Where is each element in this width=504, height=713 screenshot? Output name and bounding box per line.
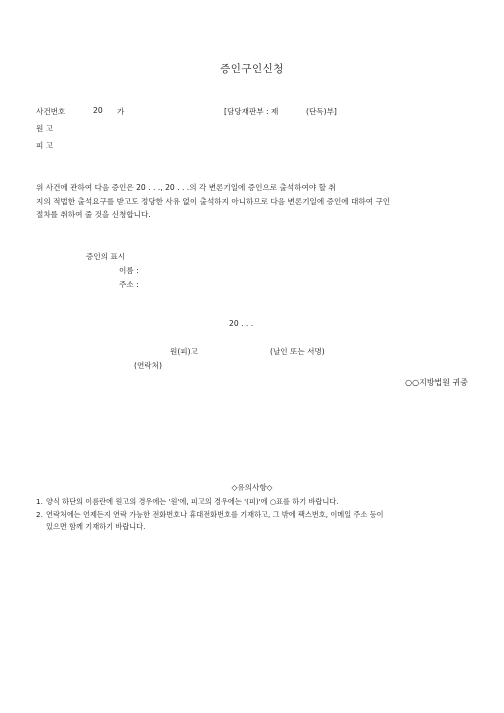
contact-label: (연락처)	[134, 361, 162, 370]
note-item	[36, 509, 476, 522]
document-title: 증인구인신청	[220, 63, 284, 75]
note-text: 연락처에는 언제든지 연락 가능한 전화번호나 휴대전화번호를 기재하고, 그 밖에 팩스번호, 이메일 주소 등이	[46, 509, 384, 519]
party-label: 원(피)고	[170, 347, 198, 356]
notes-list	[36, 496, 476, 534]
notes-heading: ◇유의사항◇	[231, 483, 273, 492]
division-label: [담당재판부 : 제	[224, 107, 279, 116]
witness-name-label: 이름 :	[119, 266, 139, 275]
seal-or-signature: (날인 또는 서명)	[270, 347, 325, 356]
note-text: 양식 하단의 이름란에 원고의 경우에는 '원'에, 피고의 경우에는 '(피)'에 ○표를 하기 바랍니다.	[46, 497, 339, 506]
case-year: 20	[93, 106, 103, 115]
body-line-3: 절차를 취하여 줄 것을 신청합니다.	[36, 210, 151, 219]
note-item	[36, 496, 476, 509]
body-line-2: 지의 적법한 출석요구를 받고도 정당한 사유 없이 출석하지 아니하므로 다음 변론기일에 증인에 대하여 구인	[36, 196, 391, 206]
court-name: ○○지방법원 귀중	[405, 378, 468, 387]
division-unit: (단독)부]	[306, 107, 337, 116]
note-number: 2.	[36, 509, 43, 519]
application-date: 20 . . .	[229, 319, 254, 328]
note-number: 1.	[36, 497, 43, 506]
plaintiff-label: 원 고	[36, 124, 54, 133]
case-suffix: 가	[117, 107, 125, 116]
note-text-continued: 있으면 함께 기재하기 바랍니다.	[46, 522, 146, 531]
witness-heading: 증인의 표시	[86, 252, 126, 261]
case-number-label: 사건번호	[36, 107, 66, 116]
application-body	[36, 181, 472, 222]
defendant-label: 피 고	[36, 141, 54, 150]
witness-address-label: 주소 :	[119, 280, 139, 289]
body-line-1: 위 사건에 관하여 다음 증인은 20 . . ., 20 . . .의 각 변론기일에 증인으로 출석하여야 할 취	[36, 183, 336, 192]
